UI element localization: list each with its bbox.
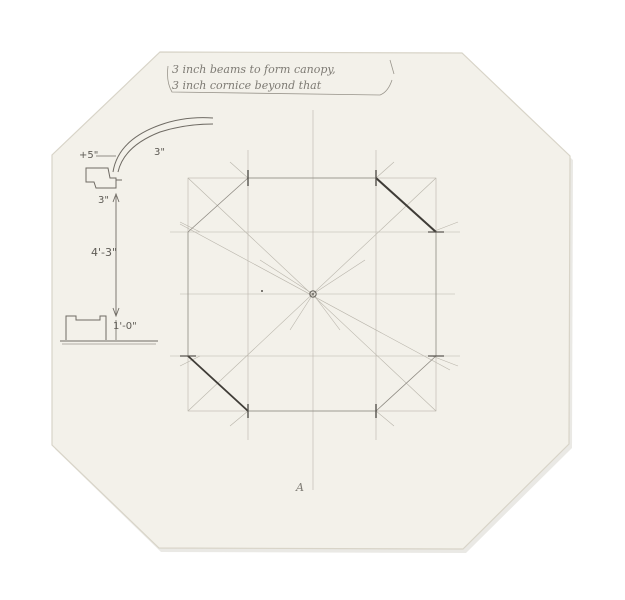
- corner-mark-label: A: [296, 481, 304, 494]
- dim-cornice-height: 3": [98, 195, 109, 206]
- octagon-card: [52, 52, 570, 549]
- dim-height: 4'-3": [91, 246, 118, 259]
- note-line-2: 3 inch cornice beyond that: [172, 79, 322, 92]
- dim-projection: +5": [79, 150, 99, 161]
- note-line-1: 3 inch beams to form canopy,: [172, 63, 336, 76]
- dim-base: 1'-0": [113, 321, 137, 332]
- dim-cornice-width: 3": [154, 147, 165, 158]
